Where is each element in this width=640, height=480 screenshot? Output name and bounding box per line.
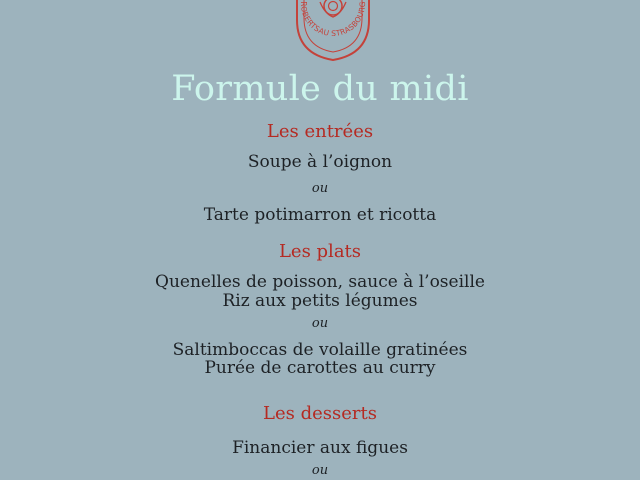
entree-item-1: Soupe à l’oignon	[247, 152, 393, 172]
restaurant-seal-logo	[287, 0, 379, 64]
heading-plats: Les plats	[278, 241, 362, 262]
plat-item-2-line-1: Saltimboccas de volaille gratinées	[172, 340, 468, 360]
plat-item-1-line-2: Riz aux petits légumes	[222, 291, 418, 311]
heading-desserts: Les desserts	[263, 403, 377, 424]
plat-or: ou	[311, 316, 329, 331]
heading-entrees: Les entrées	[266, 121, 374, 142]
svg-text:ROBERTSAU STRASBOURG	[299, 1, 367, 38]
dessert-item-1: Financier aux figues	[232, 438, 408, 458]
plat-item-1-line-1: Quenelles de poisson, sauce à l’oseille	[155, 272, 485, 292]
dessert-or: ou	[311, 463, 329, 478]
logo-text: ROBERTSAU STRASBOURG	[298, 1, 368, 39]
plat-item-2-line-2: Purée de carottes au curry	[204, 358, 436, 378]
entree-item-2: Tarte potimarron et ricotta	[203, 205, 437, 225]
menu-title: Formule du midi	[171, 69, 469, 109]
entree-or: ou	[311, 181, 329, 196]
